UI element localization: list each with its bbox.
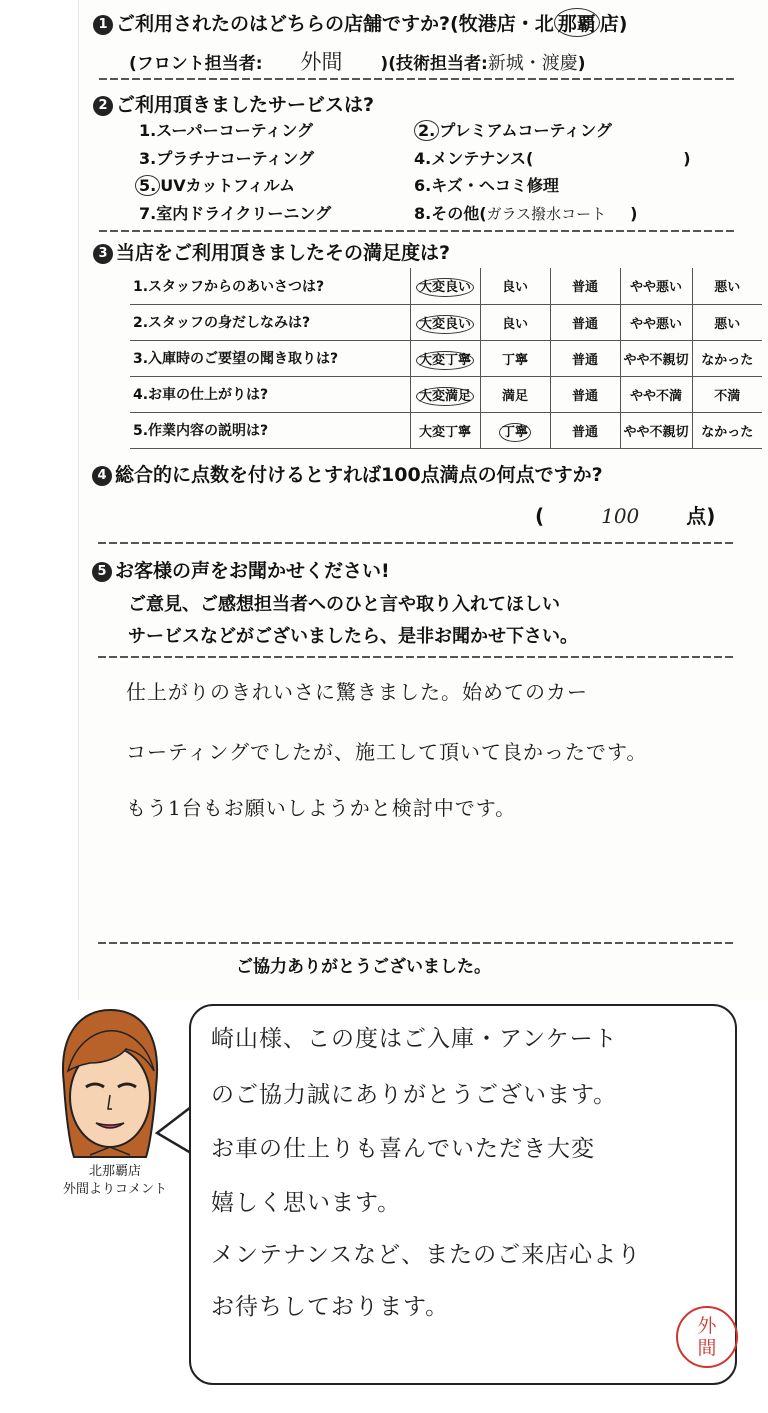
customer-comment-line: もう1台もお願いしようかと検討中です。 — [126, 796, 517, 820]
service-text: スーパーコーティング — [156, 121, 314, 140]
staff-store: 北那覇店 — [88, 1164, 141, 1179]
service-7 — [139, 201, 331, 224]
staff-message-line: メンテナンスなど、またのご来店心より — [211, 1242, 642, 1268]
service-8-handwritten: ガラス撥水コート — [486, 205, 607, 223]
stamp-char: 外 — [697, 1315, 717, 1337]
option-label: やや不親切 — [623, 352, 689, 368]
option-label: やや不満 — [630, 388, 683, 404]
option-label: やや悪い — [630, 280, 683, 296]
option-label: 丁寧 — [501, 352, 528, 368]
staff-comment-bubble — [189, 1004, 737, 1385]
q4-score: 100 — [601, 504, 640, 528]
satisfaction-row — [130, 340, 762, 376]
q4-unit: 点) — [686, 504, 716, 528]
q2-question — [93, 90, 374, 117]
q4-label: 総合的に点数を付けるとすれば100点満点の何点ですか? — [115, 464, 603, 486]
satisfaction-option — [620, 412, 692, 448]
service-1 — [139, 118, 313, 141]
option-label: 普通 — [571, 280, 598, 296]
option-label: 普通 — [571, 316, 598, 332]
divider — [98, 656, 734, 658]
q1-close: ) — [618, 13, 628, 35]
option-label: 良い — [501, 280, 528, 296]
tech-staff-close: ) — [577, 54, 586, 74]
q3-label: 当店をご利用頂きましたその満足度は? — [116, 242, 451, 264]
q4-open: ( — [535, 504, 545, 528]
satisfaction-option-selected — [410, 268, 480, 304]
satisfaction-option — [692, 376, 762, 412]
satisfaction-option — [480, 340, 550, 376]
option-label: やや不親切 — [623, 424, 689, 440]
staff-message-line: 崎山様、この度はご入庫・アンケート — [211, 1026, 618, 1052]
option-label: 満足 — [501, 388, 528, 404]
service-number-circled: 2. — [414, 120, 439, 141]
option-label: 大変丁寧 — [416, 351, 474, 370]
satisfaction-option-selected — [480, 412, 550, 448]
satisfaction-option — [620, 304, 692, 340]
satisfaction-option-selected — [410, 376, 480, 412]
satisfaction-option — [410, 412, 480, 448]
satisfaction-question: 3.入庫時のご要望の聞き取りは? — [130, 340, 410, 376]
satisfaction-option-selected — [410, 340, 480, 376]
option-label: なかった — [701, 424, 754, 440]
option-label: 大変丁寧 — [418, 424, 471, 440]
satisfaction-option — [550, 412, 620, 448]
stamp-char: 間 — [697, 1337, 717, 1359]
divider — [98, 542, 734, 544]
option-label: 悪い — [714, 280, 741, 296]
satisfaction-option — [480, 268, 550, 304]
service-number-circled: 5. — [135, 175, 160, 196]
q1-staff-line — [129, 46, 586, 76]
service-8 — [414, 201, 637, 224]
service-text: その他( — [431, 204, 487, 223]
service-4 — [414, 146, 691, 169]
satisfaction-table — [130, 268, 762, 449]
service-text: プレミアムコーティング — [439, 121, 612, 140]
staff-message-line: のご協力誠にありがとうございます。 — [211, 1082, 618, 1108]
option-label: やや悪い — [630, 316, 683, 332]
option-label: 悪い — [714, 316, 741, 332]
satisfaction-option — [692, 340, 762, 376]
q2-number: 2 — [93, 96, 113, 116]
service-number: 7. — [139, 204, 157, 223]
q4-score-line — [535, 500, 715, 529]
service-text: プラチナコーティング — [156, 149, 314, 168]
option-label: 大変満足 — [416, 387, 474, 406]
staff-comment-label: 外間よりコメント — [62, 1182, 167, 1197]
signature-stamp — [676, 1306, 738, 1368]
q1-label: ご利用されたのはどちらの店舗ですか?( — [116, 13, 459, 35]
option-label: 大変良い — [416, 278, 474, 297]
q5-label: お客様の声をお聞かせください! — [115, 560, 390, 582]
service-text: UVカットフィルム — [160, 176, 296, 195]
satisfaction-row — [130, 304, 762, 340]
staff-message-line: 嬉しく思います。 — [211, 1190, 402, 1216]
staff-label — [50, 1163, 180, 1199]
satisfaction-option — [480, 304, 550, 340]
divider — [99, 230, 735, 232]
satisfaction-option-selected — [410, 304, 480, 340]
q1-store-b-circled: 那覇 — [554, 8, 600, 37]
satisfaction-option — [550, 268, 620, 304]
q5-line3: サービスなどがございましたら、是非お聞かせ下さい。 — [128, 626, 578, 647]
option-label: 不満 — [714, 388, 741, 404]
satisfaction-row — [130, 376, 762, 412]
satisfaction-option — [620, 376, 692, 412]
service-close: ) — [683, 149, 691, 168]
satisfaction-option — [550, 340, 620, 376]
q5-question — [92, 556, 390, 583]
service-text: メンテナンス( — [431, 149, 534, 168]
service-6 — [414, 173, 559, 196]
service-number: 4. — [414, 149, 432, 168]
satisfaction-option — [550, 304, 620, 340]
q5-line2: ご意見、ご感想担当者へのひと言や取り入れてほしい — [128, 594, 560, 615]
satisfaction-option — [550, 376, 620, 412]
satisfaction-row — [130, 268, 762, 304]
q1-store-b-suffix: 店 — [599, 13, 619, 35]
customer-comment-line: コーティングでしたが、施工して頂いて良かったです。 — [126, 740, 648, 764]
option-label: なかった — [701, 352, 754, 368]
satisfaction-question: 5.作業内容の説明は? — [130, 412, 410, 448]
satisfaction-question: 1.スタッフからのあいさつは? — [130, 268, 410, 304]
service-text: 室内ドライクリーニング — [156, 204, 332, 223]
front-staff-label: (フロント担当者: — [129, 54, 263, 74]
option-label: 丁寧 — [499, 423, 531, 442]
option-label: 普通 — [571, 424, 598, 440]
satisfaction-option — [692, 268, 762, 304]
q2-label: ご利用頂きましたサービスは? — [116, 94, 375, 116]
satisfaction-option — [692, 304, 762, 340]
service-number: 3. — [139, 149, 157, 168]
divider — [99, 78, 735, 80]
q1-store-a: 牧港店 — [458, 13, 516, 35]
q3-number: 3 — [93, 244, 113, 264]
service-number: 6. — [414, 176, 432, 195]
option-label: 普通 — [571, 352, 598, 368]
satisfaction-option — [620, 340, 692, 376]
q4-question — [92, 460, 603, 487]
tech-staff-value: 新城・渡慶 — [487, 53, 578, 74]
staff-message-line: お車の仕上りも喜んでいただき大変 — [211, 1136, 595, 1162]
option-label: 普通 — [571, 388, 598, 404]
q3-question — [93, 238, 450, 265]
q1-store-b-prefix: 北 — [534, 13, 554, 35]
service-close: ) — [630, 204, 638, 223]
thanks-message: ご協力ありがとうございました。 — [236, 957, 491, 977]
q4-number: 4 — [92, 466, 112, 486]
service-text: キズ・ヘコミ修理 — [431, 176, 559, 195]
divider — [98, 942, 734, 944]
q5-number: 5 — [92, 562, 112, 582]
option-label: 大変良い — [416, 315, 474, 334]
staff-message-line: お待ちしております。 — [211, 1294, 450, 1320]
option-label: 良い — [501, 316, 528, 332]
service-number: 8. — [414, 204, 432, 223]
service-2 — [414, 118, 612, 141]
front-staff-value: 外間 — [300, 50, 343, 74]
service-3 — [139, 146, 314, 169]
satisfaction-option — [620, 268, 692, 304]
service-5 — [135, 173, 295, 196]
service-number: 1. — [139, 121, 157, 140]
q1-question — [93, 8, 627, 37]
q1-number: 1 — [93, 15, 113, 35]
satisfaction-option — [692, 412, 762, 448]
tech-staff-label: )(技術担当者: — [380, 54, 488, 74]
staff-avatar — [50, 1005, 170, 1165]
satisfaction-option — [480, 376, 550, 412]
satisfaction-question: 4.お車の仕上がりは? — [130, 376, 410, 412]
satisfaction-row — [130, 412, 762, 448]
q1-separator: ・ — [515, 13, 535, 35]
customer-comment-line: 仕上がりのきれいさに驚きました。始めてのカー — [126, 680, 588, 704]
satisfaction-question: 2.スタッフの身だしなみは? — [130, 304, 410, 340]
